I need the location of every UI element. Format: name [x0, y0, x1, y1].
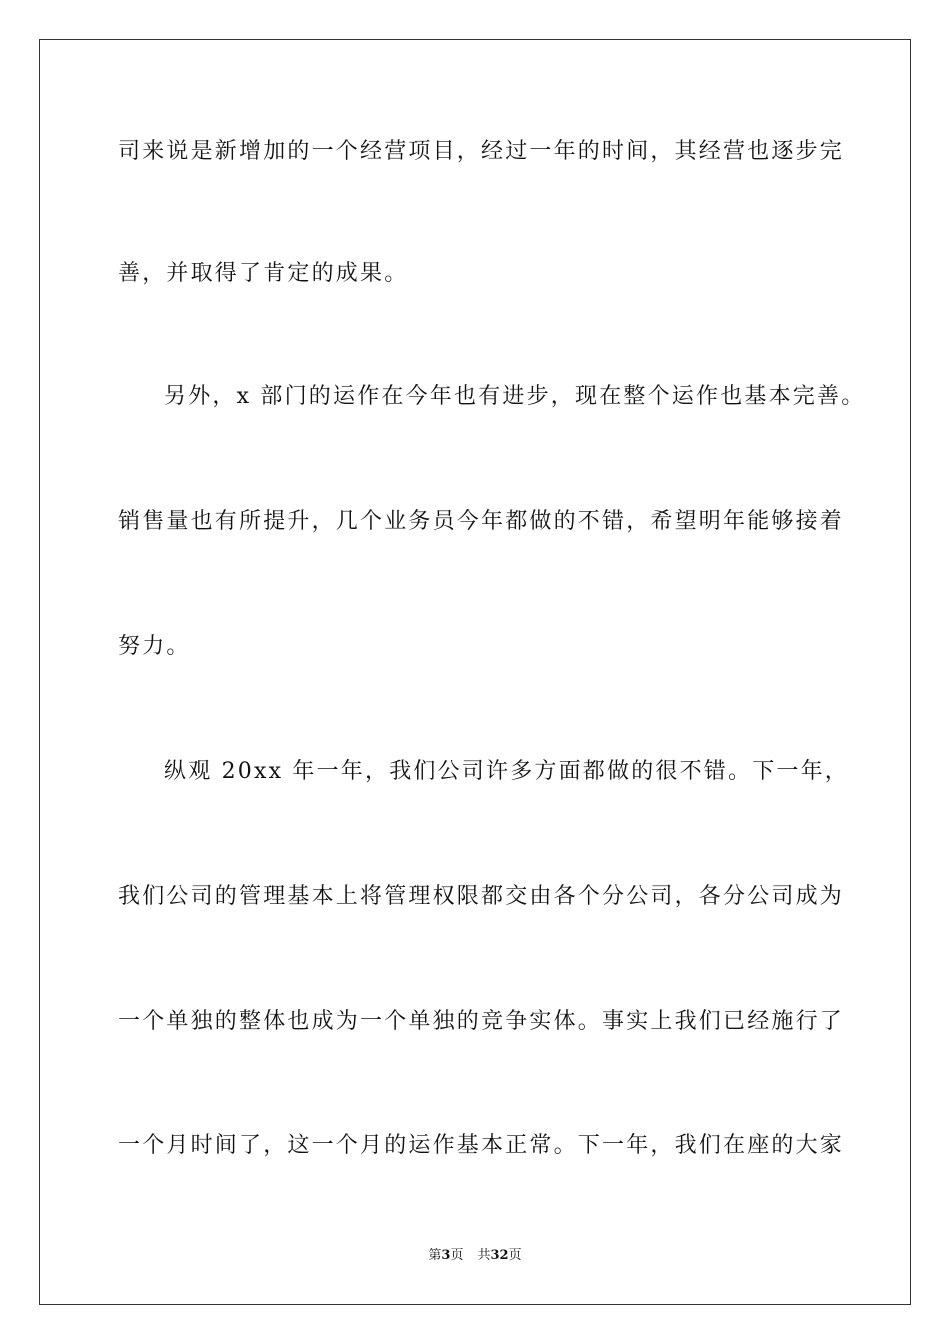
text-line-7: 我们公司的管理基本上将管理权限都交由各个分公司，各分公司成为	[118, 884, 845, 909]
page-frame	[39, 39, 911, 1305]
footer-page-suffix: 页	[450, 1248, 464, 1263]
footer-total-pages: 32	[490, 1248, 509, 1263]
text-line-5: 努力。	[118, 634, 191, 659]
text-line-8: 一个单独的整体也成为一个单独的竞争实体。事实上我们已经施行了	[118, 1009, 845, 1034]
text-line-1: 司来说是新增加的一个经营项目，经过一年的时间，其经营也逐步完	[118, 139, 845, 164]
footer-total-prefix: 共	[477, 1248, 491, 1263]
footer-page-prefix: 第	[428, 1248, 442, 1263]
text-line-9: 一个月时间了，这一个月的运作基本正常。下一年，我们在座的大家	[118, 1133, 845, 1158]
text-line-6: 纵观 20xx 年一年，我们公司许多方面都做的很不错。下一年，	[164, 759, 849, 784]
page-footer	[0, 1247, 950, 1265]
footer-page-number: 3	[441, 1248, 451, 1263]
text-line-3: 另外，x 部门的运作在今年也有进步，现在整个运作也基本完善。	[164, 384, 866, 409]
text-line-2: 善，并取得了肯定的成果。	[118, 261, 409, 286]
footer-total-suffix: 页	[508, 1248, 522, 1263]
text-line-4: 销售量也有所提升，几个业务员今年都做的不错，希望明年能够接着	[118, 509, 845, 534]
